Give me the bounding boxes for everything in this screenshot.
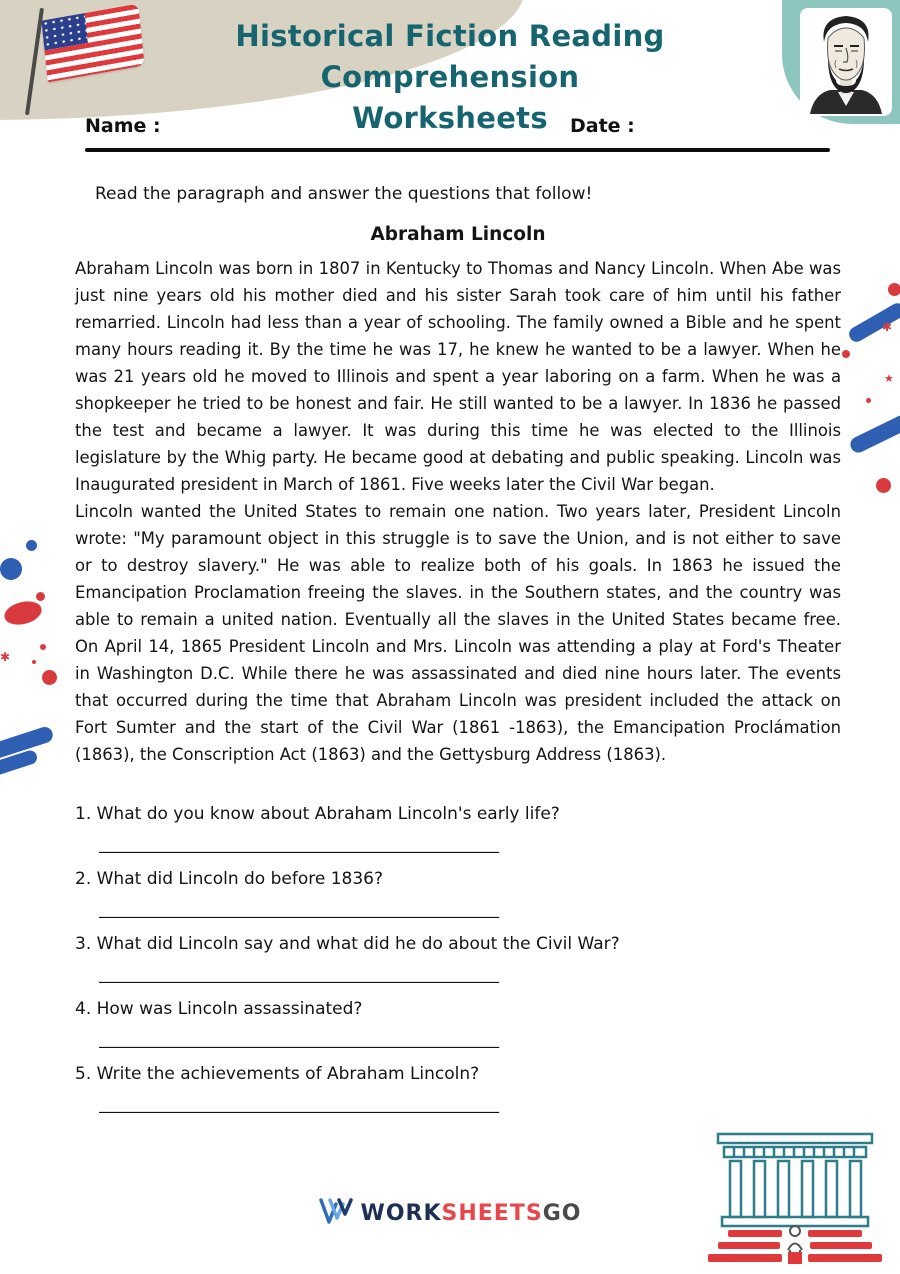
decor-red-dot bbox=[40, 644, 46, 650]
question-text: 4. How was Lincoln assassinated? bbox=[75, 999, 363, 1019]
question-item bbox=[75, 804, 841, 853]
worksheet-content bbox=[75, 184, 841, 1129]
logo-text-go: GO bbox=[542, 1200, 582, 1226]
decor-red-dot bbox=[842, 350, 850, 358]
name-date-line bbox=[85, 148, 830, 152]
logo-text-sheets: SHEETS bbox=[441, 1200, 543, 1226]
decor-red-star: ★ bbox=[884, 372, 894, 385]
decor-red-blob bbox=[2, 598, 44, 629]
page-title bbox=[120, 16, 780, 139]
question-item bbox=[75, 999, 841, 1048]
answer-blank: __________________________________________________ bbox=[99, 1094, 499, 1113]
decor-red-star: ✱ bbox=[0, 650, 11, 664]
question-text: 5. Write the achievements of Abraham Lincoln? bbox=[75, 1064, 480, 1084]
instruction-text: Read the paragraph and answer the questions that follow! bbox=[95, 184, 593, 204]
logo-text-work: WORK bbox=[360, 1200, 442, 1226]
question-item bbox=[75, 934, 841, 983]
decor-blue-dot bbox=[26, 540, 37, 551]
decor-red-dot bbox=[876, 478, 891, 493]
question-text: 3. What did Lincoln say and what did he do about the Civil War? bbox=[75, 934, 620, 954]
decor-blue-brush bbox=[848, 413, 900, 455]
question-item bbox=[75, 869, 841, 918]
footer-logo bbox=[0, 1198, 900, 1228]
answer-blank: __________________________________________________ bbox=[99, 899, 499, 918]
decor-red-dot bbox=[36, 592, 45, 601]
decor-red-dot bbox=[888, 283, 900, 296]
decor-red-dot bbox=[866, 398, 871, 403]
answer-blank: __________________________________________________ bbox=[99, 834, 499, 853]
decor-blue-dot bbox=[0, 558, 22, 580]
lincoln-portrait bbox=[800, 8, 892, 116]
passage-paragraph-1: Abraham Lincoln was born in 1807 in Kentucky to Thomas and Nancy Lincoln. When Abe was just nine years old his mother died and his sister Sarah took care of him until his father remarried. Lincoln had less than a year of schooling. The family owned a Bible and he spent many hours reading it. By the time he was 17, he knew he wanted to be a lawyer. When he was 21 years old he moved to Illinois and spent a year laboring on a farm. When he was a shopkeeper he tried to be honest and fair. He still wanted to be a lawyer. In 1836 he passed the test and became a lawyer. It was during this time he was elected to the Illinois legislature by the Whig party. He became good at debating and public speaking. Lincoln was Inaugurated president in March of 1861. Five weeks later the Civil War began. bbox=[75, 259, 841, 494]
passage-title: Abraham Lincoln bbox=[370, 224, 546, 245]
decor-red-dot bbox=[32, 660, 36, 664]
answer-blank: __________________________________________________ bbox=[99, 1029, 499, 1048]
decor-red-dot bbox=[42, 670, 57, 685]
question-item bbox=[75, 1064, 841, 1113]
logo-text bbox=[361, 1201, 582, 1226]
name-label: Name : bbox=[85, 115, 161, 137]
question-text: 1. What do you know about Abraham Lincoln's early life? bbox=[75, 804, 560, 824]
worksheetsgo-logo-icon bbox=[319, 1198, 353, 1228]
answer-blank: __________________________________________________ bbox=[99, 964, 499, 983]
flag-canton bbox=[41, 13, 88, 50]
decor-red-star: ✱ bbox=[882, 320, 893, 334]
date-label: Date : bbox=[570, 115, 635, 137]
page-title-line1: Historical Fiction Reading Comprehension bbox=[235, 19, 665, 94]
questions-section bbox=[75, 804, 841, 1113]
question-text: 2. What did Lincoln do before 1836? bbox=[75, 869, 384, 889]
passage-paragraph-2: Lincoln wanted the United States to remain one nation. Two years later, President Lincoln wrote: "My paramount object in this struggle is to save the Union, and is not either to save or to destroy slavery." He was able to realize both of his goals. In 1863 he issued the Emancipation Proclamation freeing the slaves. in the Southern states, and the country was able to remain a united nation. Eventually all the slaves in the United States became free. On April 14, 1865 President Lincoln and Mrs. Lincoln was attending a play at Ford's Theater in Washington D.C. While there he was assassinated and died nine hours later. The events that occurred during the time that Abraham Lincoln was president included the attack on Fort Sumter and the start of the Civil War (1861 -1863), the Emancipation Proclámation (1863), the Conscription Act (1863) and the Gettysburg Address (1863). bbox=[75, 502, 841, 764]
page-title-line2: Worksheets bbox=[352, 101, 548, 135]
